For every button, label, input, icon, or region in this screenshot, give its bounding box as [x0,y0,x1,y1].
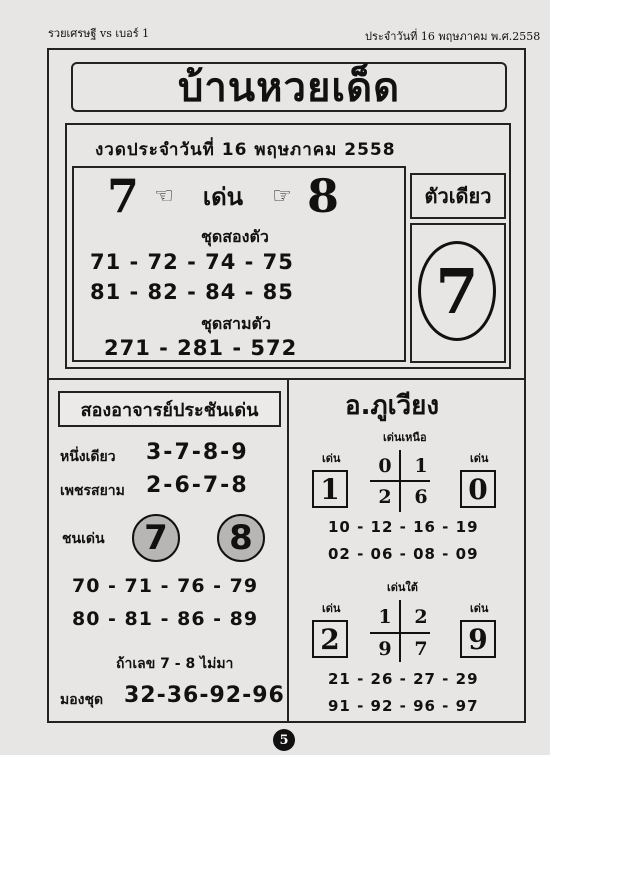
row1-numbers: 3-7-8-9 [146,440,249,465]
upper-right-label: เด่น [470,452,489,465]
lead-circle-b: 8 [217,514,265,562]
upper-digit-br: 6 [414,486,428,508]
pointing-hand-icon: ☜ [154,183,174,209]
page-title: บ้านหวยเด็ด [71,62,507,112]
row2-label: เพชรสยาม [60,483,125,499]
upper-row-2: 02 - 06 - 08 - 09 [328,545,479,563]
fallback-note: ถ้าเลข 7 - 8 ไม่มา [116,656,234,672]
lower-digit-bl: 9 [378,638,392,660]
two-digit-label: ชุดสองตัว [201,227,269,246]
single-number: 7 [418,241,496,341]
set-label: มองชุด [60,692,104,708]
upper-right-box: 0 [460,470,496,508]
header-right: ประจำวันที่ 16 พฤษภาคม พ.ศ.2558 [365,30,541,43]
lower-right-label: เด่น [470,602,489,615]
three-digit-row: 271 - 281 - 572 [104,336,298,360]
pointing-hand-icon: ☞ [272,183,292,209]
three-digit-label: ชุดสามตัว [201,314,271,333]
lower-right-box: 9 [460,620,496,658]
lead-numbers-row [98,170,398,222]
lead-circle-a: 7 [132,514,180,562]
lower-label: เด่นใต้ [387,581,418,594]
lower-cross-vertical [399,600,401,662]
set-numbers: 32-36-92-96 [124,683,285,708]
pairs-row-1: 70 - 71 - 76 - 79 [72,575,259,597]
upper-left-label: เด่น [322,452,341,465]
lead-pair-label: ชนเด่น [62,531,105,547]
lower-digit-tr: 2 [414,606,428,628]
upper-digit-tl: 0 [378,455,392,477]
lower-digit-br: 7 [414,638,428,660]
upper-digit-tr: 1 [414,455,428,477]
lower-left-box: 2 [312,620,348,658]
single-label: ตัวเดียว [410,173,506,219]
page-number: 5 [273,729,295,751]
row2-numbers: 2-6-7-8 [146,473,249,498]
lower-digit-tl: 1 [378,606,392,628]
draw-date: งวดประจำวันที่ 16 พฤษภาคม 2558 [95,140,396,160]
lead-label: เด่น [202,182,244,211]
lead-left-number: 7 [106,169,139,223]
upper-cross-horizontal [370,480,430,482]
left-panel-title: สองอาจารย์ประชันเด่น [58,391,281,427]
two-digit-row-1: 71 - 72 - 74 - 75 [90,250,294,274]
row1-label: หนึ่งเดียว [60,449,116,465]
divider-vertical [287,380,289,723]
lower-cross-horizontal [370,632,430,634]
upper-row-1: 10 - 12 - 16 - 19 [328,518,479,536]
upper-digit-bl: 2 [378,486,392,508]
header-left: รวยเศรษฐี vs เบอร์ 1 [48,27,150,40]
lower-left-label: เด่น [322,602,341,615]
lower-row-1: 21 - 26 - 27 - 29 [328,670,479,688]
lower-row-2: 91 - 92 - 96 - 97 [328,697,479,715]
lead-right-number: 8 [306,169,339,223]
two-digit-row-2: 81 - 82 - 84 - 85 [90,280,294,304]
upper-label: เด่นเหนือ [383,431,427,444]
upper-left-box: 1 [312,470,348,508]
right-panel-title: อ.ภูเวียง [345,391,440,421]
pairs-row-2: 80 - 81 - 86 - 89 [72,608,259,630]
